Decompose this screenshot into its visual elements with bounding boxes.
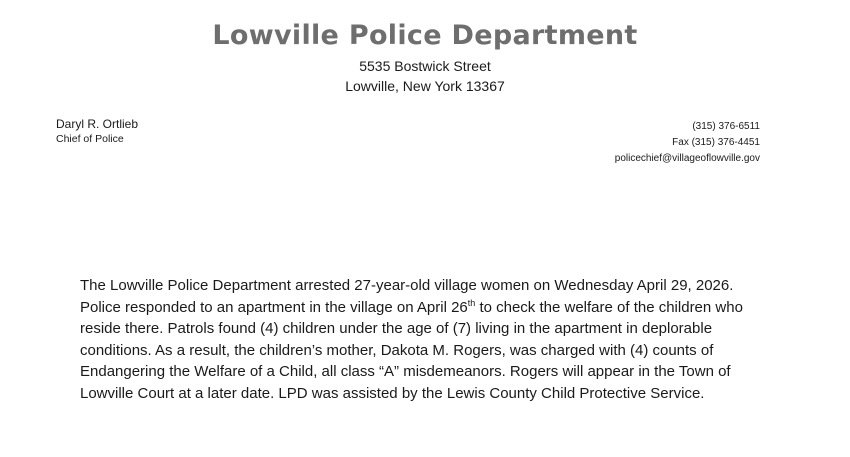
release-line-4: conditions. As a result, the children’s mother, Dakota M. Rogers, was charged with (4) counts of — [80, 341, 714, 359]
contact-block — [615, 119, 760, 167]
chief-name: Daryl R. Ortlieb — [56, 117, 139, 131]
release-line-3: reside there. Patrols found (4) children under the age of (7) living in the apartment in deplorable — [80, 320, 713, 337]
address-city: Lowville, New York 13367 — [345, 78, 505, 94]
phone-number: (315) 376-6511 — [692, 121, 760, 132]
release-line-5: Endangering the Welfare of a Child, all class “A” misdemeanors. Rogers will appear in the Town of — [80, 363, 731, 380]
email-address[interactable]: policechief@villageoflowville.gov — [614, 153, 760, 164]
release-line-2-start: Police responded to an apartment in the village on April 26 — [80, 298, 468, 316]
release-line-2 — [80, 297, 800, 319]
release-line-1: The Lowville Police Department arrested 27-year-old village women on Wednesday April 29, 2026. — [80, 277, 734, 294]
chief-block — [56, 117, 138, 146]
department-title: Lowville Police Department — [212, 20, 638, 51]
chief-title: Chief of Police — [56, 133, 124, 145]
ordinal-suffix: th — [467, 297, 476, 308]
release-line-6: Lowville Court at a later date. LPD was assisted by the Lewis County Child Protective Service. — [80, 384, 705, 402]
release-line-2-end: to check the welfare of the children who — [475, 298, 743, 316]
fax-number: Fax (315) 376-4451 — [672, 137, 760, 148]
release-body — [80, 275, 800, 404]
address-street: 5535 Bostwick Street — [359, 58, 491, 74]
